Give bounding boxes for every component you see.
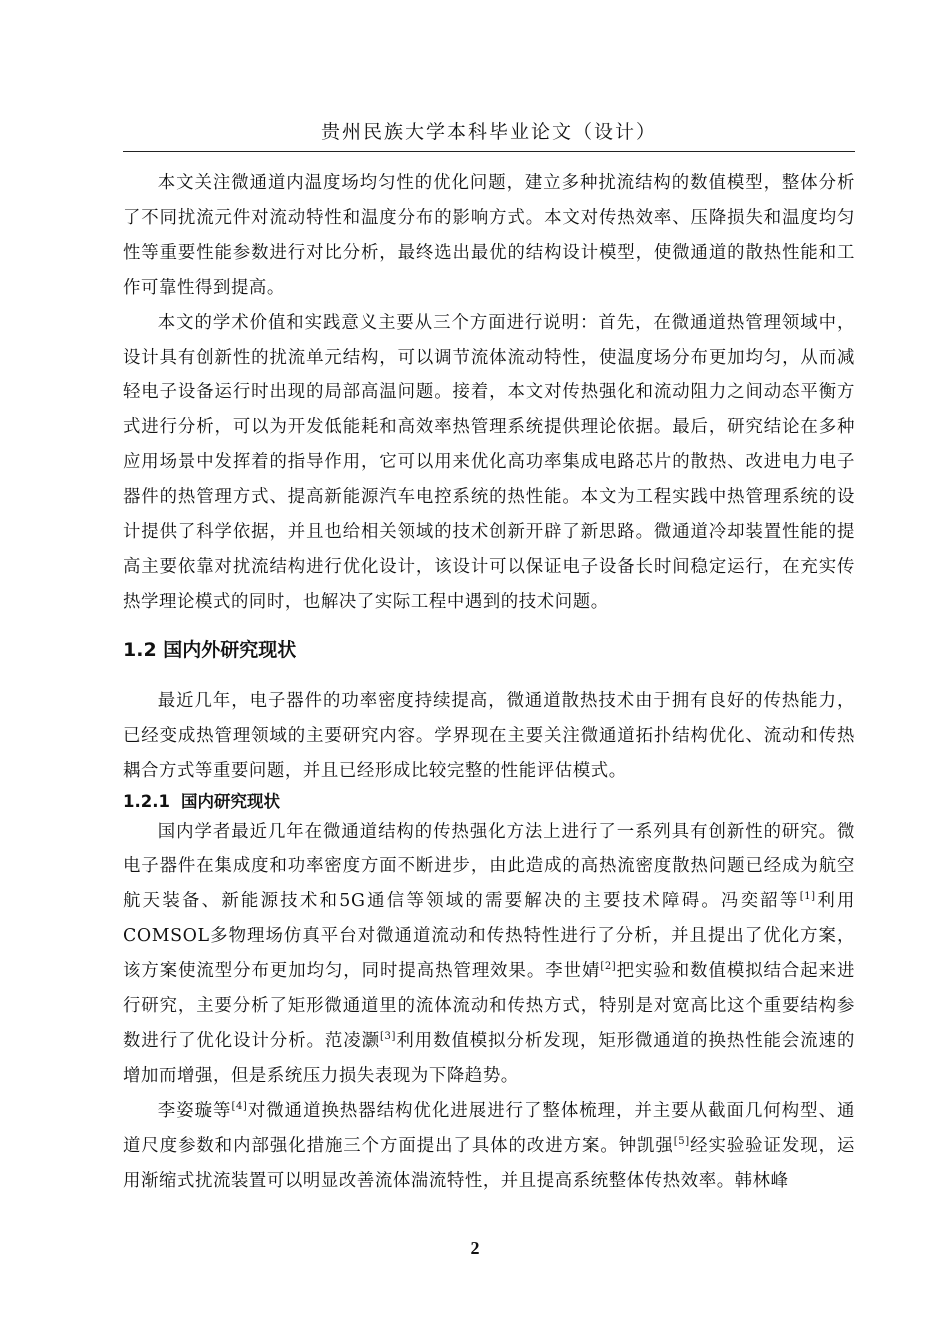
paragraph-domestic-1 [123, 815, 855, 1094]
citation-ref-4: [4] [231, 1100, 248, 1112]
citation-ref-5: [5] [673, 1135, 690, 1147]
page-number: 2 [470, 1238, 480, 1258]
text-run: 李姿璇等 [157, 1100, 232, 1121]
citation-ref-1: [1] [799, 891, 816, 903]
subsection-title: 国内研究现状 [181, 791, 280, 811]
paragraph-section-1-2: 最近几年，电子器件的功率密度持续提高，微通道散热技术由于拥有良好的传热能力，已经变成热管理领域的主要研究内容。学界现在主要关注微通道拓扑结构优化、流动和传热耦合方式等重要问题，并且已经形成比较完整的性能评估模式。 [123, 690, 855, 781]
text-run: 利用COMSOL多物理场仿真平台对微通道流动和传热特性进行了分析，并且提出了优化方案，该方案使流型分布更加均匀，同时提高热管理效果。李世婧 [123, 891, 855, 982]
body-text [123, 166, 855, 1198]
text-run: 利用数值模拟分析发现，矩形微通道的换热性能会流速的增加而增强，但是系统压力损失表现为下降趋势。 [123, 1030, 855, 1086]
paragraph-domestic-2 [123, 1094, 855, 1199]
paragraph-intro-2: 本文的学术价值和实践意义主要从三个方面进行说明：首先，在微通道热管理领域中，设计具有创新性的扰流单元结构，可以调节流体流动特性，使温度场分布更加均匀，从而减轻电子设备运行时出现的局部高温问题。接着，本文对传热强化和流动阻力之间动态平衡方式进行分析，可以为开发低能耗和高效率热管理系统提供理论依据。最后，研究结论在多种应用场景中发挥着的指导作用，它可以用来优化高功率集成电路芯片的散热、改进电力电子器件的热管理方式、提高新能源汽车电控系统的热性能。本文为工程实践中热管理系统的设计提供了科学依据，并且也给相关领域的技术创新开辟了新思路。微通道冷却装置性能的提高主要依靠对扰流结构进行优化设计，该设计可以保证电子设备长时间稳定运行，在充实传热学理论模式的同时，也解决了实际工程中遇到的技术问题。 [123, 312, 855, 612]
running-header: 贵州民族大学本科毕业论文（设计） [320, 121, 657, 143]
subsection-number: 1.2.1 [123, 791, 170, 811]
text-run: 经实验验证发现，运用渐缩式扰流装置可以明显改善流体湍流特性，并且提高系统整体传热效率。韩林峰 [123, 1135, 855, 1191]
citation-ref-3: [3] [380, 1031, 396, 1043]
section-heading-1-2: 1.2 国内外研究现状 [123, 638, 297, 661]
text-run: 把实验和数值模拟结合起来进行研究，主要分析了矩形微通道里的流体流动和传热方式，特别是对宽高比这个重要结构参数进行了优化设计分析。范凌灏 [123, 961, 855, 1051]
header-rule [123, 151, 855, 152]
text-run: 对微通道换热器结构优化进展进行了整体梳理，并主要从截面几何构型、通道尺度参数和内部强化措施三个方面提出了具体的改进方案。钟凯强 [123, 1100, 855, 1156]
paragraph-intro-1: 本文关注微通道内温度场均匀性的优化问题，建立多种扰流结构的数值模型，整体分析了不同扰流元件对流动特性和温度分布的影响方式。本文对传热效率、压降损失和温度均匀性等重要性能参数进行对比分析，最终选出最优的结构设计模型，使微通道的散热性能和工作可靠性得到提高。 [123, 173, 855, 298]
citation-ref-2: [2] [600, 961, 617, 973]
text-run: 国内学者最近几年在微通道结构的传热强化方法上进行了一系列具有创新性的研究。微电子器件在集成度和功率密度方面不断进步，由此造成的高热流密度散热问题已经成为航空航天装备、新能源技术和5G通信等领域的需要解决的主要技术障碍。冯奕韶等 [123, 821, 855, 912]
subsection-heading-1-2-1 [123, 789, 855, 815]
